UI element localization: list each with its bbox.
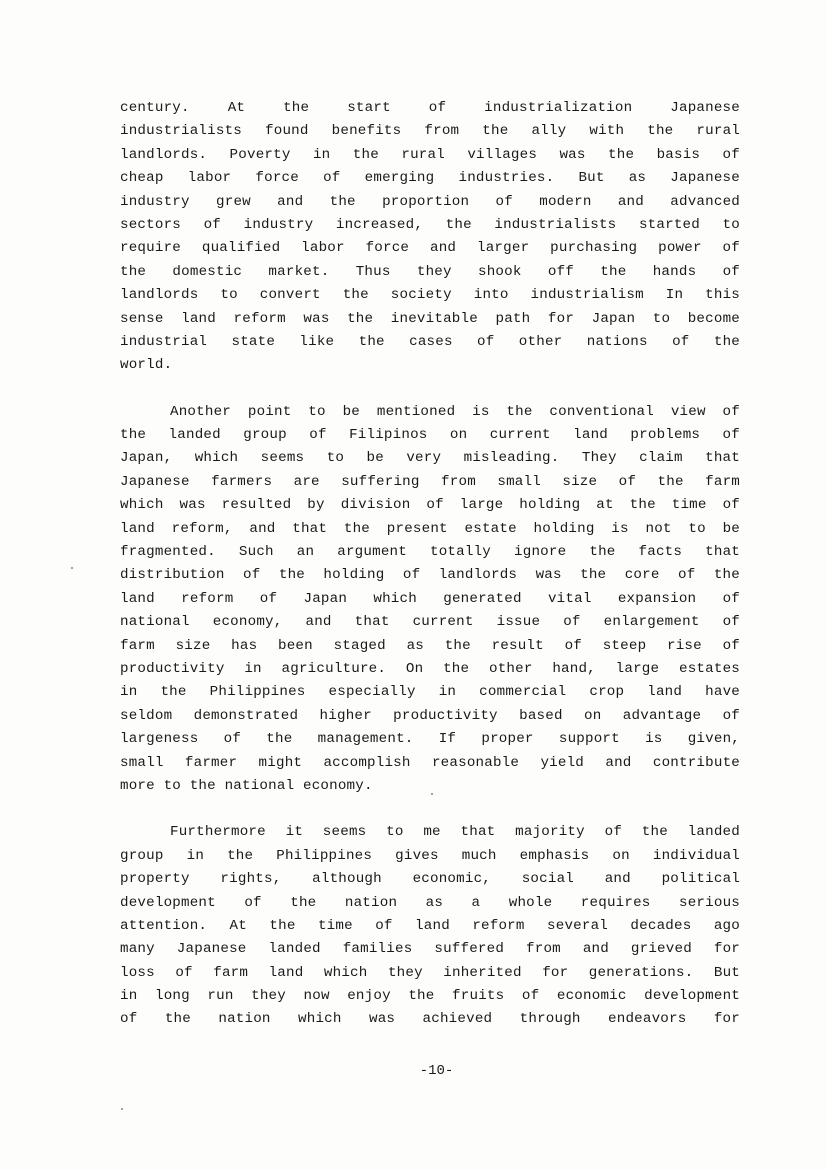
text-line: group in the Philippines gives much emphasis on individual: [120, 847, 740, 864]
paragraph-2: [120, 401, 740, 799]
paragraph-3: [120, 821, 740, 1032]
text-line: loss of farm land which they inherited for generations. But: [120, 964, 740, 981]
paragraph-1: [120, 97, 740, 378]
text-line: require qualified labor force and larger purchasing power of: [120, 240, 740, 257]
text-line: industrial state like the cases of other nations of the: [120, 333, 740, 350]
text-line: property rights, although economic, social and political: [120, 871, 740, 888]
text-line: development of the nation as a whole requires serious: [120, 894, 740, 911]
text-line: farm size has been staged as the result of steep rise of: [120, 637, 740, 654]
text-line: landlords to convert the society into industrialism In this: [120, 287, 740, 304]
text-line: fragmented. Such an argument totally ignore the facts that: [120, 544, 740, 561]
text-line: century. At the start of industrialization Japanese: [120, 100, 740, 116]
text-line: the domestic market. Thus they shook off the hands of: [120, 263, 740, 280]
scan-speck: [71, 567, 73, 569]
text-line: land reform of Japan which generated vital expansion of: [120, 590, 740, 607]
text-line: Japan, which seems to be very misleading. They claim that: [120, 450, 740, 467]
text-line: many Japanese landed families suffered from and grieved for: [120, 941, 740, 958]
text-line: cheap labor force of emerging industries. But as Japanese: [120, 170, 740, 187]
text-line: Another point to be mentioned is the conventional view of: [170, 403, 740, 420]
text-line: land reform, and that the present estate holding is not to be: [120, 520, 740, 537]
text-line: seldom demonstrated higher productivity based on advantage of: [120, 707, 740, 724]
text-line: in the Philippines especially in commercial crop land have: [120, 684, 740, 701]
text-line: Japanese farmers are suffering from small size of the farm: [120, 473, 740, 490]
scan-speck: [431, 793, 433, 795]
text-line: attention. At the time of land reform several decades ago: [120, 917, 740, 934]
text-line: productivity in agriculture. On the other hand, large estates: [120, 660, 740, 677]
text-line: industrialists found benefits from the ally with the rural: [120, 123, 740, 140]
text-line: more to the national economy.: [120, 777, 373, 794]
text-line: sense land reform was the inevitable path for Japan to become: [120, 310, 740, 327]
text-line: of the nation which was achieved through endeavors for: [120, 1011, 740, 1028]
scan-speck: [121, 1108, 123, 1110]
text-line: sectors of industry increased, the industrialists started to: [120, 216, 740, 233]
text-line: distribution of the holding of landlords was the core of the: [120, 567, 740, 584]
text-line: Furthermore it seems to me that majority of the landed: [170, 824, 740, 841]
text-line: the landed group of Filipinos on current land problems of: [120, 427, 740, 444]
text-line: landlords. Poverty in the rural villages was the basis of: [120, 146, 740, 163]
text-line: largeness of the management. If proper support is given,: [120, 731, 740, 748]
text-line: national economy, and that current issue of enlargement of: [120, 614, 740, 631]
text-line: industry grew and the proportion of modern and advanced: [120, 193, 740, 210]
text-line: which was resulted by division of large holding at the time of: [120, 497, 740, 514]
text-line: world.: [120, 357, 173, 374]
page-number: -10-: [419, 1063, 454, 1079]
text-line: in long run they now enjoy the fruits of economic development: [120, 988, 740, 1005]
text-line: small farmer might accomplish reasonable yield and contribute: [120, 754, 740, 771]
body-text: [120, 97, 740, 1055]
